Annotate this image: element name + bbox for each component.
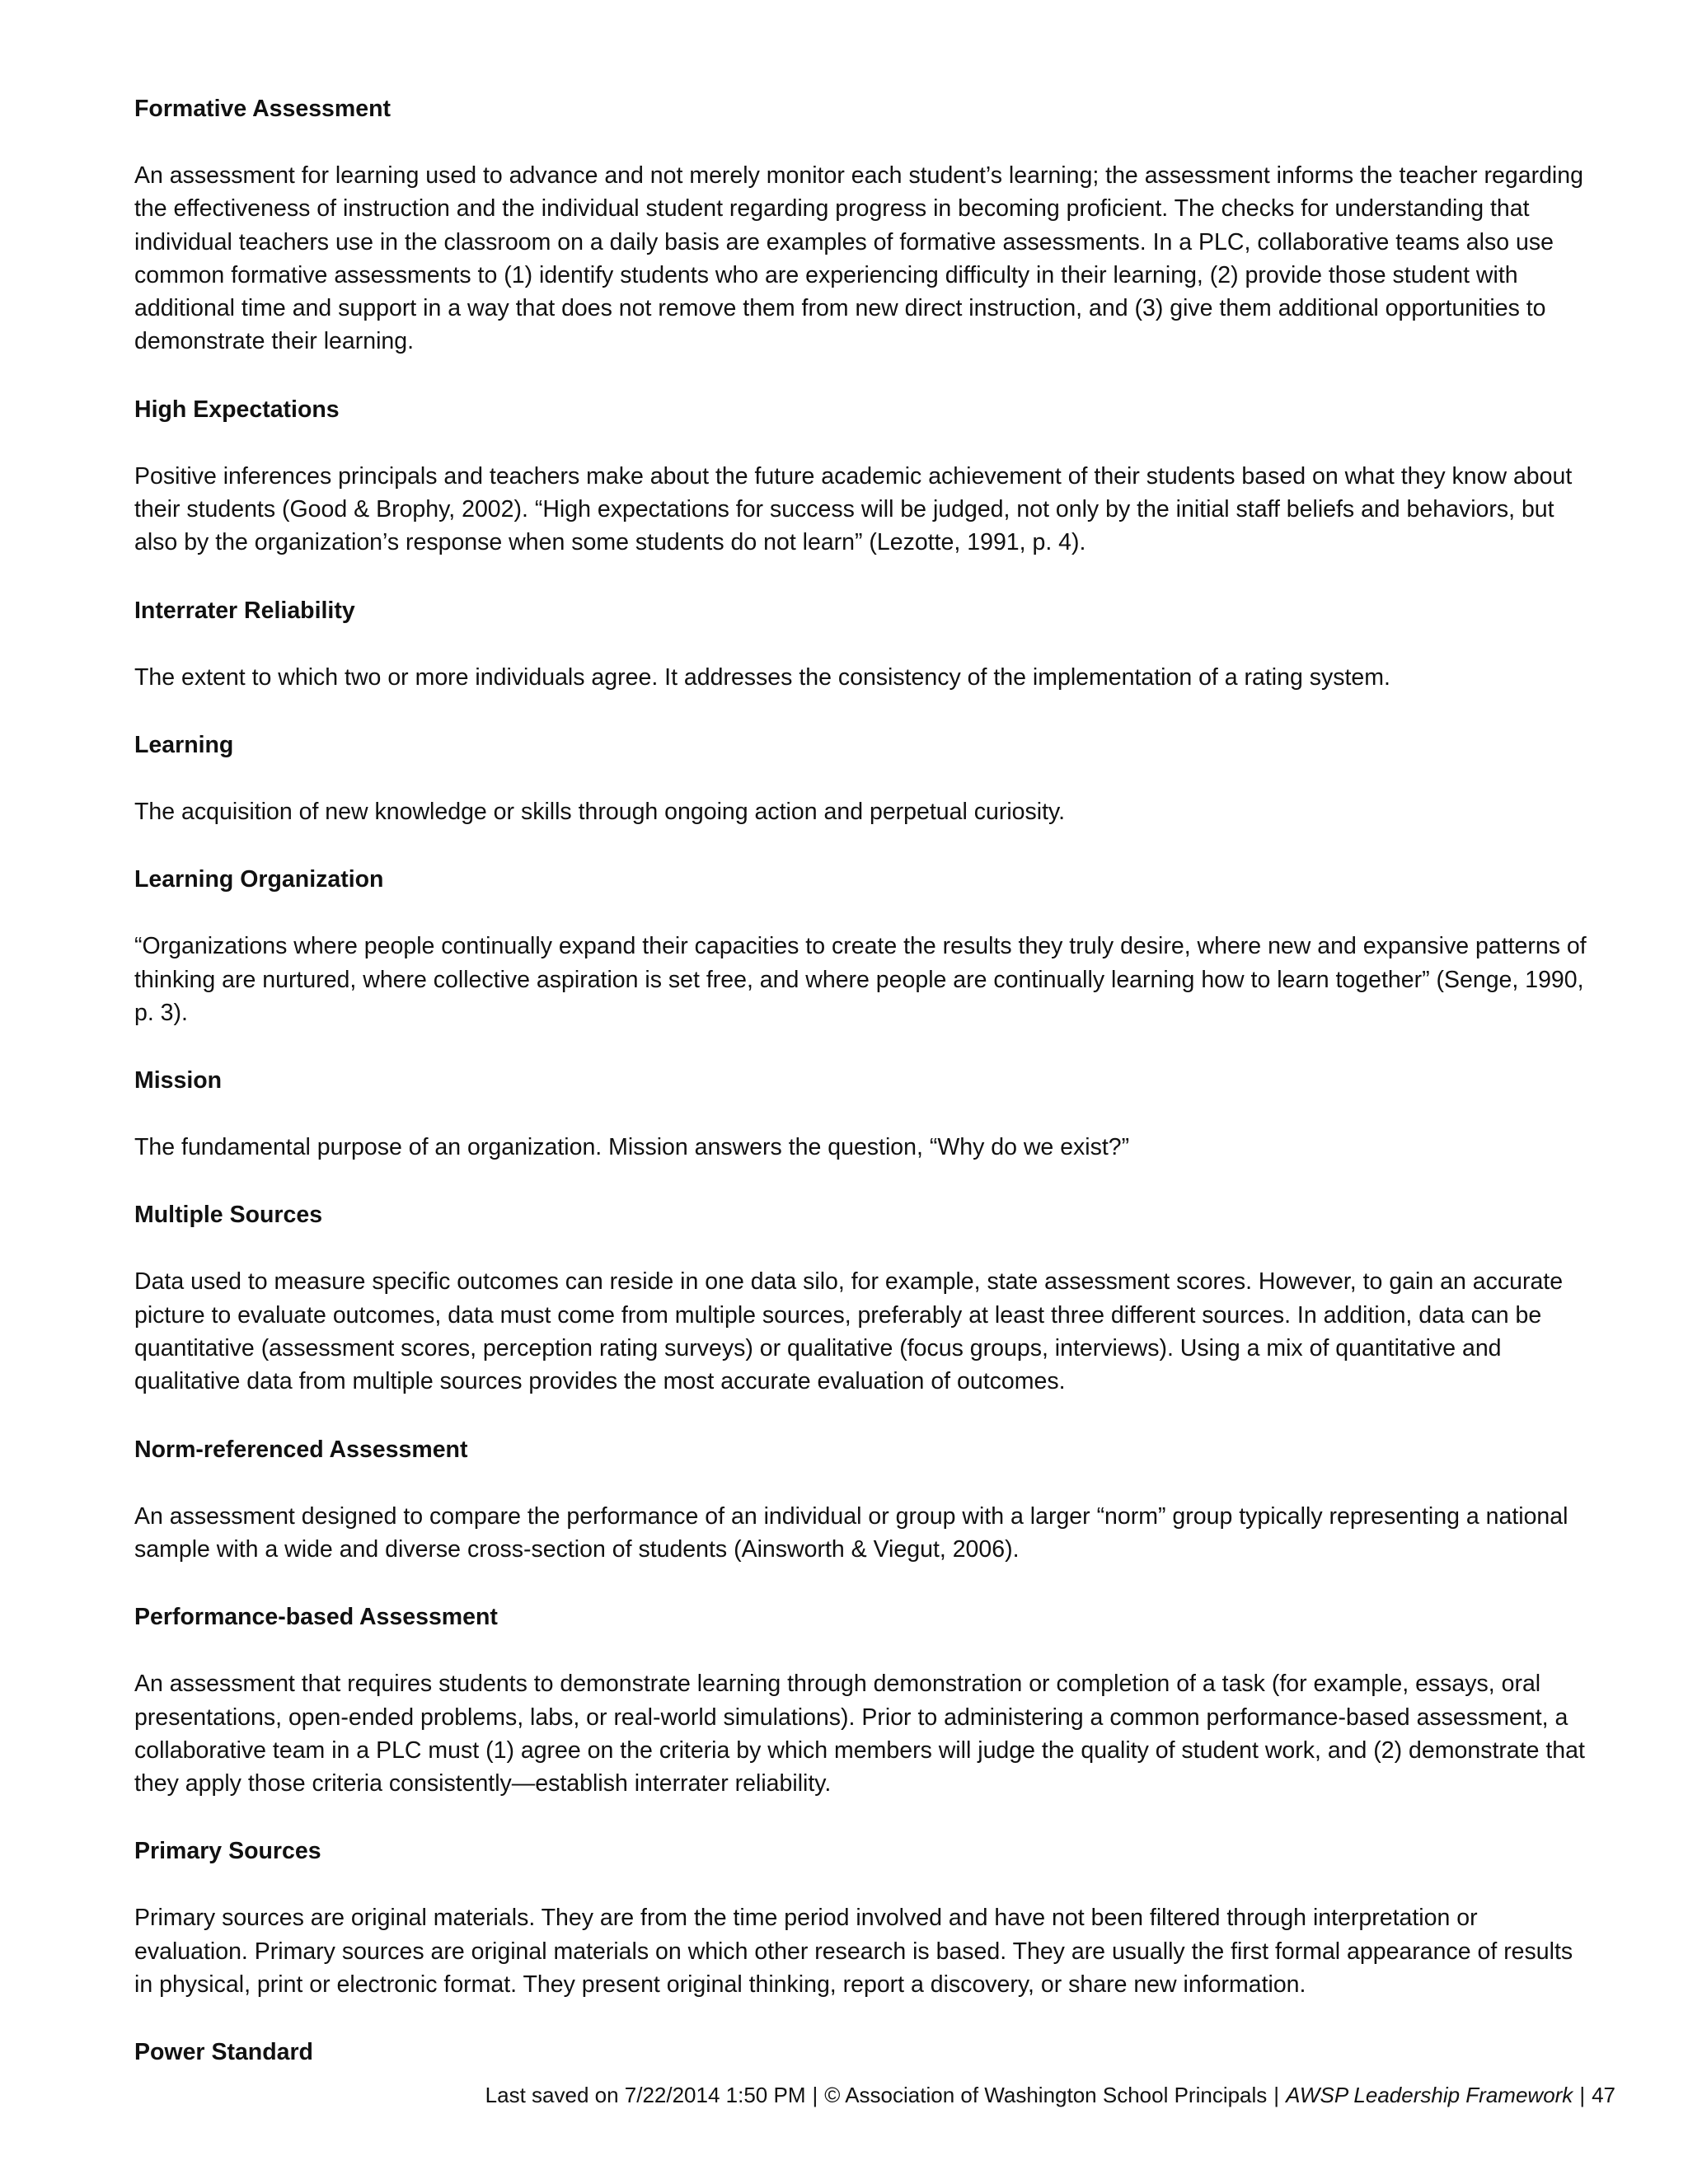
term-heading: High Expectations — [134, 396, 340, 423]
term-definition: Primary sources are original materials. They are from the time period involved and have not been filtered through interpretation or evaluation. Primary sources are original materials on which other research is based. They are usually the first formal appearance of results in physical, print or electronic format. They present original thinking, report a discovery, or share new information. — [134, 1905, 1573, 1999]
term-heading: Learning — [134, 731, 234, 758]
term-definition: The acquisition of new knowledge or skills through ongoing action and perpetual curiosity. — [134, 798, 1066, 825]
term-definition: Data used to measure specific outcomes can reside in one data silo, for example, state assessment scores. However, to gain an accurate picture to evaluate outcomes, data must come from multiple sources, preferably at least three different sources. In addition, data can be quantitative (assessment scores, perception rating surveys) or qualitative (focus groups, interviews). Using a mix of quantitative and qualitative data from multiple sources provides the most accurate evaluation of outcomes. — [134, 1268, 1564, 1395]
glossary-entry-power-standard — [134, 2036, 1593, 2069]
last-saved-text: Last saved on 7/22/2014 1:50 PM — [485, 2083, 806, 2107]
term-heading: Interrater Reliability — [134, 597, 355, 624]
glossary-entry-performance-based-assessment — [134, 1601, 1593, 1800]
glossary-entry-formative-assessment — [134, 92, 1593, 359]
term-definition: Positive inferences principals and teachers make about the future academic achievement of their students based on what they know about their students (Good & Brophy, 2002). “High expectations for success will be judged, not only by the initial staff beliefs and behaviors, but also by the organization’s response when some students do not learn” (Lezotte, 1991, p. 4). — [134, 462, 1573, 556]
glossary-entry-high-expectations — [134, 393, 1593, 560]
glossary-entry-mission — [134, 1064, 1593, 1164]
term-definition: An assessment that requires students to demonstrate learning through demonstration or completion of a task (for example, essays, oral presentations, open-ended problems, labs, or real-world simulations). Prior to administering a common performance-based assessment, a collaborative team in a PLC must (1) agree on the criteria by which members will judge the quality of student work, and (2) demonstrate that they apply those criteria consistently—establish interrater reliability. — [134, 1671, 1585, 1797]
page-number: 47 — [1592, 2083, 1615, 2107]
glossary-entry-multiple-sources — [134, 1198, 1593, 1398]
copyright-text: © Association of Washington School Principals — [824, 2083, 1268, 2107]
term-heading: Multiple Sources — [134, 1202, 323, 1229]
term-heading: Power Standard — [134, 2039, 313, 2066]
term-definition: “Organizations where people continually expand their capacities to create the results they truly desire, where new and expansive patterns of thinking are nurtured, where collective aspiration is set free, and where people are continually learning how to learn together” (Senge, 1990, p. 3). — [134, 933, 1587, 1026]
page-footer — [485, 2080, 1615, 2110]
glossary-entry-learning — [134, 729, 1593, 828]
term-heading: Primary Sources — [134, 1838, 321, 1865]
term-heading: Norm-referenced Assessment — [134, 1436, 468, 1463]
term-heading: Learning Organization — [134, 866, 384, 893]
term-definition: The fundamental purpose of an organization. Mission answers the question, “Why do we exist?” — [134, 1134, 1130, 1161]
term-heading: Formative Assessment — [134, 96, 391, 122]
publication-title: AWSP Leadership Framework — [1286, 2083, 1573, 2107]
footer-separator: | — [1273, 2083, 1280, 2107]
footer-separator: | — [812, 2083, 818, 2107]
glossary-entry-primary-sources — [134, 1835, 1593, 2001]
glossary-entry-norm-referenced-assessment — [134, 1433, 1593, 1567]
term-definition: The extent to which two or more individuals agree. It addresses the consistency of the implementation of a rating system. — [134, 663, 1390, 691]
glossary-entry-interrater-reliability — [134, 594, 1593, 694]
footer-separator: | — [1579, 2083, 1586, 2107]
term-heading: Mission — [134, 1067, 223, 1094]
term-definition: An assessment for learning used to advance and not merely monitor each student’s learning; the assessment informs the teacher regarding the effectiveness of instruction and the individual student regarding progress in becoming proficient. The checks for understanding that individual teachers use in the classroom on a daily basis are examples of formative assessments. In a PLC, collaborative teams also use common formative assessments to (1) identify students who are experiencing difficulty in their learning, (2) provide those student with additional time and support in a way that does not remove them from new direct instruction, and (3) give them additional opportunities to demonstrate their learning. — [134, 162, 1583, 355]
term-heading: Performance-based Assessment — [134, 1604, 498, 1631]
glossary-page — [134, 92, 1593, 2103]
term-definition: An assessment designed to compare the performance of an individual or group with a larger “norm” group typically representing a national sample with a wide and diverse cross-section of students (Ainsworth & Viegut, 2006). — [134, 1502, 1568, 1563]
glossary-entry-learning-organization — [134, 863, 1593, 1029]
